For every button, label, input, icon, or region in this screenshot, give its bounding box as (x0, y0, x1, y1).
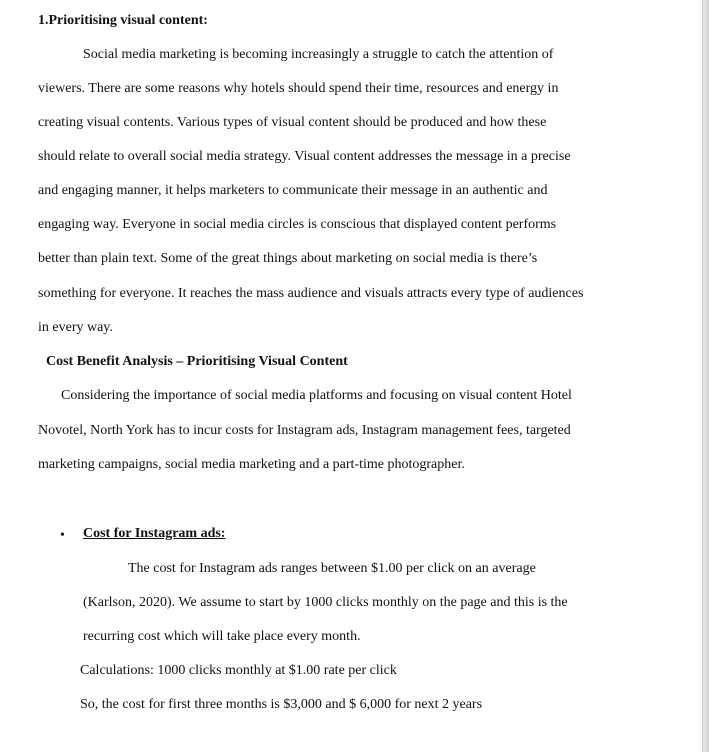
bullet-heading-cost-for-instagram-ads: Cost for Instagram ads: (83, 526, 226, 541)
section-heading-cost-benefit-analysis: Cost Benefit Analysis – Prioritising Visual Content (46, 354, 348, 369)
paragraph-line: better than plain text. Some of the great things about marketing on social media is there’s (38, 251, 538, 266)
paragraph-line: Novotel, North York has to incur costs for Instagram ads, Instagram management fees, targeted (38, 423, 571, 438)
paragraph-line: recurring cost which will take place every month. (83, 629, 361, 644)
paragraph-line: (Karlson, 2020). We assume to start by 1000 clicks monthly on the page and this is the (83, 595, 568, 610)
paragraph-line: should relate to overall social media strategy. Visual content addresses the message in a precise (38, 149, 571, 164)
paragraph-line: and engaging manner, it helps marketers to communicate their message in an authentic and (38, 183, 548, 198)
paragraph-line: marketing campaigns, social media marketing and a part-time photographer. (38, 457, 465, 472)
calculation-line: Calculations: 1000 clicks monthly at $1.00 rate per click (80, 663, 397, 678)
window-right-edge (702, 0, 709, 752)
section-heading-prioritising-visual-content: 1.Prioritising visual content: (38, 13, 208, 28)
paragraph-line: Social media marketing is becoming increasingly a struggle to catch the attention of (83, 47, 554, 62)
result-line: So, the cost for first three months is $3,000 and $ 6,000 for next 2 years (80, 697, 483, 712)
paragraph-line: The cost for Instagram ads ranges between $1.00 per click on an average (128, 561, 536, 576)
paragraph-line: in every way. (38, 320, 113, 335)
paragraph-line: something for everyone. It reaches the mass audience and visuals attracts every type of audiences (38, 286, 584, 301)
paragraph-line: Considering the importance of social media platforms and focusing on visual content Hotel (61, 388, 572, 403)
paragraph-line: creating visual contents. Various types of visual content should be produced and how these (38, 115, 547, 130)
paragraph-line: viewers. There are some reasons why hotels should spend their time, resources and energy in (38, 81, 559, 96)
paragraph-line: engaging way. Everyone in social media circles is conscious that displayed content performs (38, 217, 557, 232)
bullet-point: • (60, 528, 65, 543)
